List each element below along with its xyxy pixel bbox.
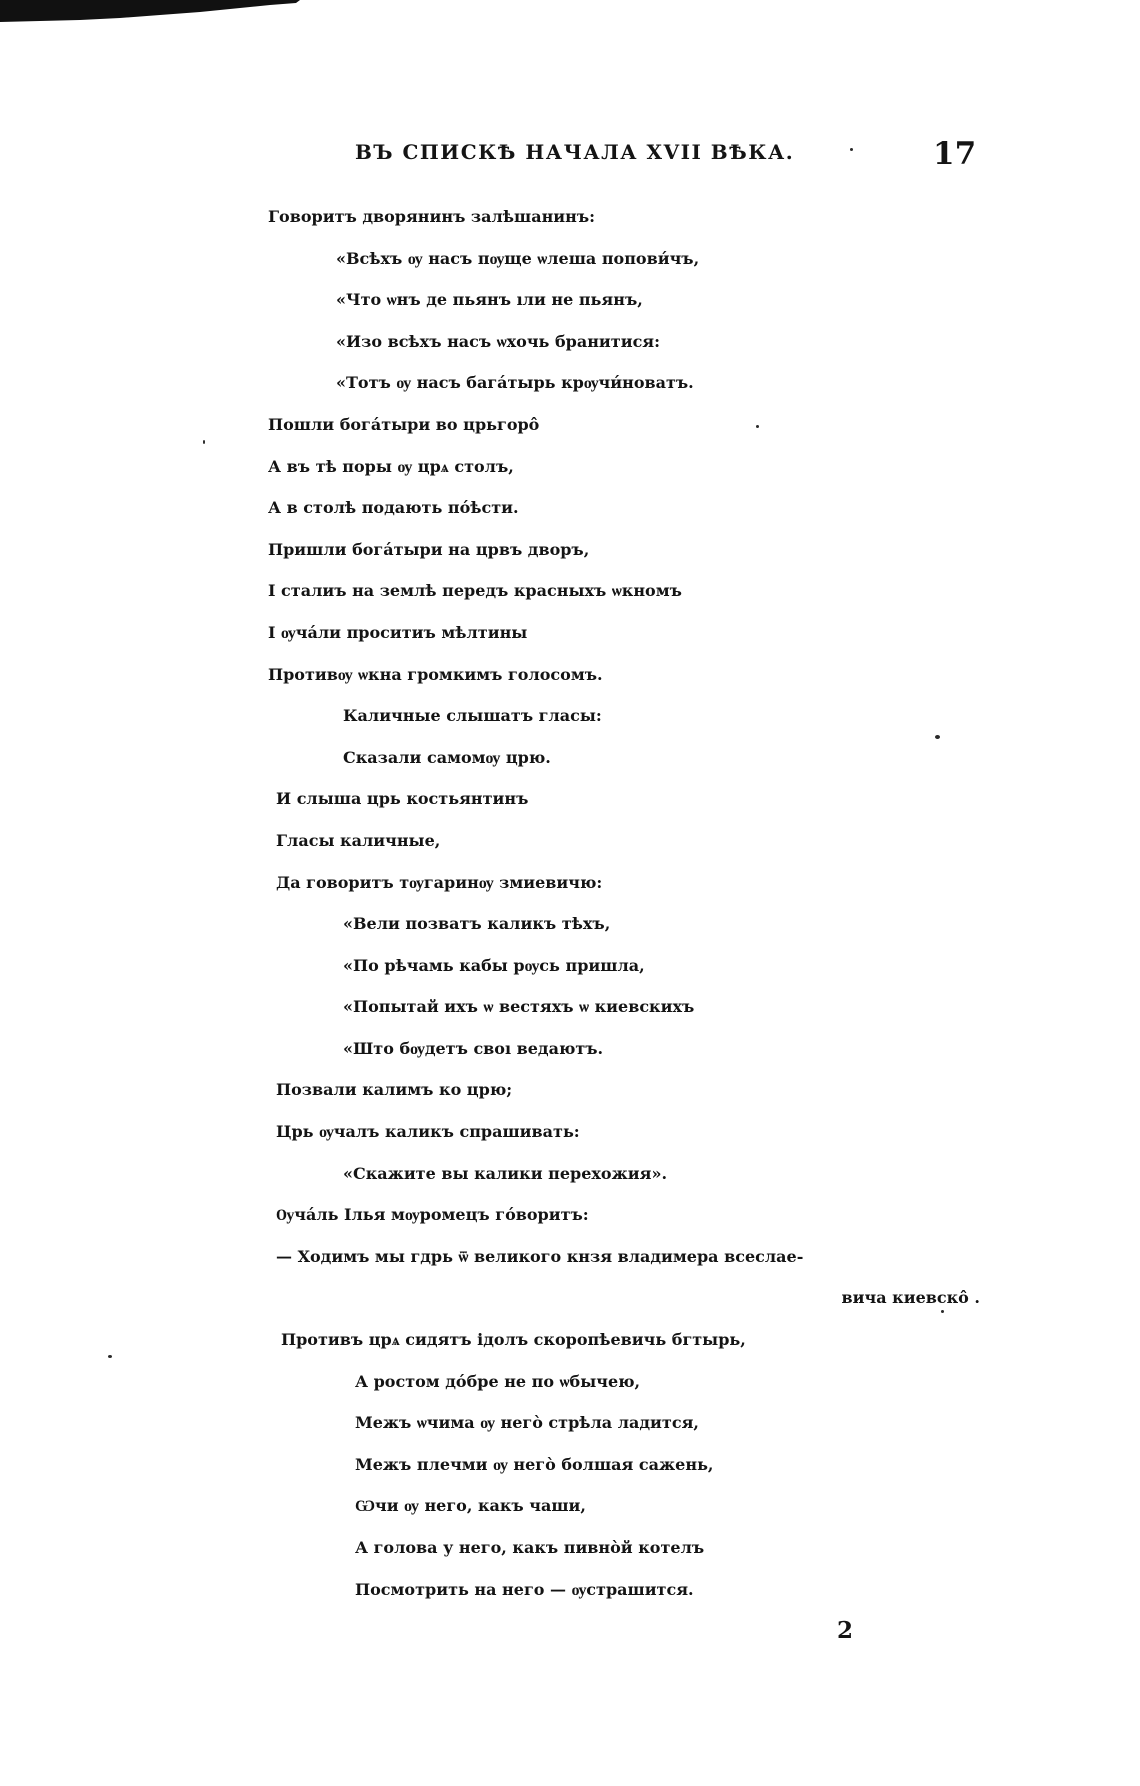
verse-line: Противѹ ѡкна громкимъ голосомъ. [268,664,603,684]
ink-speck [935,735,940,739]
ink-smudge-mark [0,0,300,22]
verse-text [0,196,1140,1610]
ink-speck [850,148,853,151]
ink-speck [203,440,205,444]
verse-line: Да говоритъ тѹгаринѹ змиевичю: [276,872,603,892]
verse-line: «По рѣчамь кабы рѹсь пришла, [343,955,645,975]
verse-line: Црь ѹчалъ каликъ спрашивать: [276,1122,580,1142]
ink-speck [756,425,759,428]
verse-line: «Вели позватъ каликъ тѣхъ, [343,914,611,934]
verse-line-continuation: вича киевско̂ . [841,1288,980,1308]
running-head [0,136,1140,176]
verse-line: Противъ црѧ сидятъ ідолъ скоропѣевичь бгтырь, [281,1330,746,1350]
verse-line: А голова у него, какъ пивнòй котелъ [355,1538,705,1557]
verse-line: І ѹчáли проситиъ мѣлтины [268,622,528,642]
verse-line: Гласы каличные, [276,830,441,850]
verse-line: «Скажите вы калики перехожия». [343,1163,668,1183]
verse-line: «Попытай ихъ ѡ вестяхъ ѡ киевскихъ [343,997,695,1017]
verse-line: Пришли богáтыри на црвъ дворъ, [268,539,590,559]
verse-line: Ѹчáль Ілья мѹромецъ гóворитъ: [276,1205,589,1225]
verse-line: А ростом дóбре не по ѡбычею, [355,1371,641,1391]
verse-line: Говоритъ дворянинъ залѣшанинъ: [268,207,596,226]
verse-line: А въ тѣ поры ѹ црѧ столъ, [268,456,514,476]
signature-mark: 2 [837,1617,854,1644]
verse-line: І сталиъ на землѣ передъ красныхъ ѡкномъ [268,581,682,601]
verse-line: «Что ѡнъ де пьянъ ıли не пьянъ, [336,290,643,310]
verse-line: Каличные слышатъ гласы: [343,706,602,726]
verse-line: — Ходимъ мы гдрь ѿ великого кнзя владимера всеслае- [276,1246,804,1266]
verse-line: Ѡчи ѹ него, какъ чаши, [355,1496,586,1516]
verse-line: «Тотъ ѹ насъ багáтырь крѹчи́новатъ. [336,373,694,393]
running-title: ВЪ СПИСКѢ НАЧАЛА XVII ВѢКА. [355,140,795,164]
verse-line: И слыша црь костьянтинъ [276,789,529,809]
verse-line: «Што бѹдетъ своı ведаютъ. [343,1038,604,1058]
verse-line: Пошли богáтыри во црьгоро̂ [268,414,540,434]
verse-line: Сказали самомѹ црю. [343,747,551,767]
verse-line: Позвали калимъ ко црю; [276,1080,513,1100]
verse-line: А в столѣ подають пóѣсти. [268,498,519,518]
page-number: 17 [933,136,977,172]
ink-speck [108,1355,112,1358]
verse-line: «Всѣхъ ѹ насъ пѹще ѡлеша попови́чъ, [336,248,700,268]
ink-speck [941,1310,944,1313]
verse-line: Межъ плечми ѹ негò болшая сажень, [355,1454,714,1474]
verse-line: «Изо всѣхъ насъ ѡхочь бранитися: [336,331,661,351]
verse-line: Межъ ѡчима ѹ негò стрѣла ладится, [355,1413,699,1433]
verse-line: Посмотрить на него — ѹстрашится. [355,1579,694,1599]
